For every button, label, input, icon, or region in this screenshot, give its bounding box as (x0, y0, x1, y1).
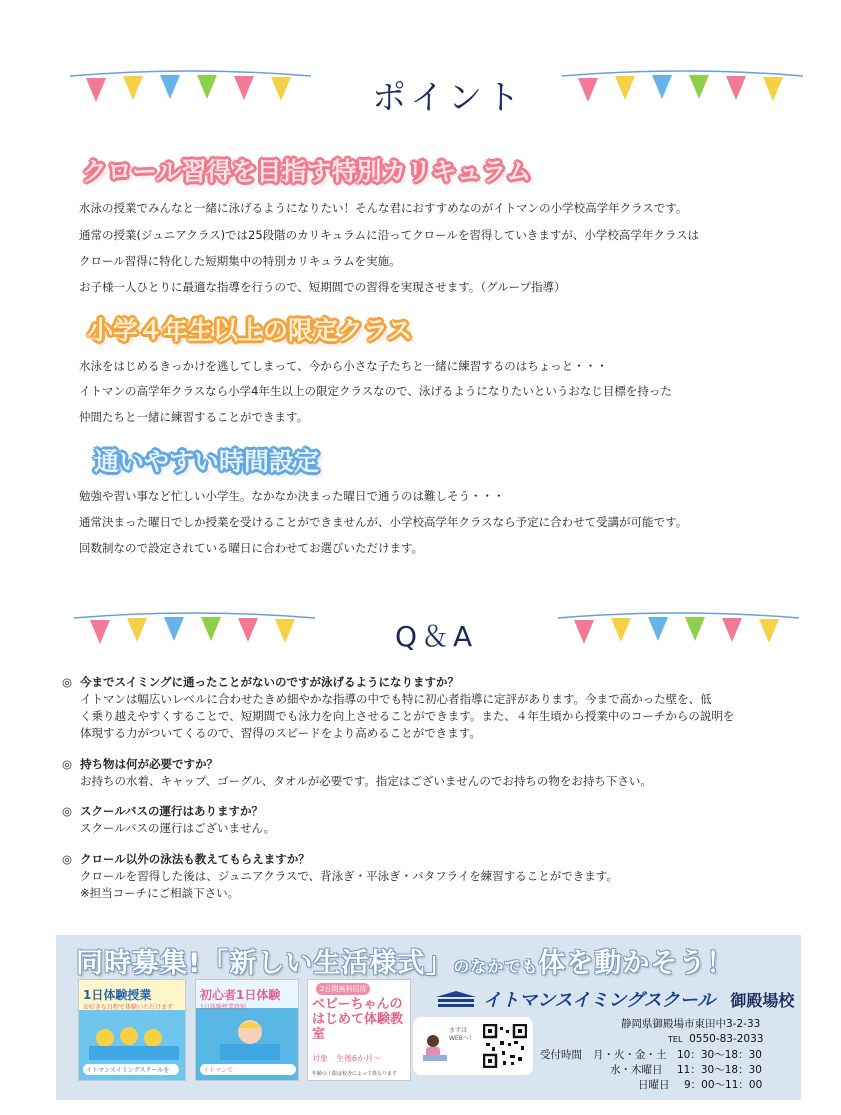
hours-days: 月・火・金・土 (593, 1049, 667, 1061)
swimmers-icon (89, 1020, 179, 1060)
feature-text-line: クロール習得に特化した短期集中の特別カリキュラムを実施。 (79, 254, 401, 268)
qa-item (62, 803, 275, 837)
qa-answer-line: クロールを習得した後は、ジュニアクラスで、背泳ぎ・平泳ぎ・バタフライを練習することができます。 (80, 869, 618, 883)
feature-text-line: 通常決まった曜日でしか授業を受けることができませんが、小学校高学年クラスなら予定に合わせて受講が可能です。 (79, 515, 688, 529)
qa-answer-line: お持ちの水着、キャップ、ゴーグル、タオルが必要です。指定はございませんのでお持ちの物をお持ち下さい。 (80, 774, 652, 788)
feature-title-schedule: 通いやすい時間設定 (94, 447, 320, 476)
points-heading: ポイント (372, 78, 524, 118)
qa-heading: Q＆A (395, 620, 477, 653)
bullet-mark: ◎ (62, 804, 73, 818)
person-at-laptop-icon (421, 1033, 449, 1063)
feature-text-line: 勉強や習い事など忙しい小学生。なかなか決まった曜日で通うのは難しそう・・・ (79, 489, 505, 503)
itoman-logo-icon (434, 989, 478, 1009)
bullet-mark: ◎ (62, 757, 73, 771)
child-swimmer-icon (220, 1016, 280, 1060)
bunting-right-qa (556, 612, 801, 657)
qa-question: ◎ クロール以外の泳法も教えてもらえますか？ (62, 852, 310, 866)
hours-time: 10：30～18：30 (677, 1049, 762, 1061)
qa-question: ◎ 持ち物は何が必要ですか？ (62, 757, 218, 771)
hours-days: 水・木曜日 (610, 1064, 663, 1076)
flyer-beginner-trial[interactable]: 初心者1日体験 1日体験授業特別 イトマンで (195, 979, 299, 1081)
hours-time: 11：30～18：30 (677, 1064, 762, 1076)
qa-item (62, 756, 652, 790)
hours-label: 受付時間 (540, 1049, 582, 1061)
flyer-trial-lesson[interactable]: 1日体験授業 お好きな日程で体験いただけます イトマンスイミングスクールを (78, 979, 186, 1081)
qa-answer-line: スクールバスの運行はございません。 (80, 821, 276, 835)
banner-headline: 同時募集!「新しい生活様式」のなかでも体を動かそう！ (76, 948, 735, 979)
hours-time: 9：00～11：00 (684, 1079, 763, 1091)
school-brand: イトマンスイミングスクール 御殿場校 (434, 986, 794, 1012)
qa-answer-line: ※担当コーチにご相談下さい。 (80, 886, 240, 900)
qa-item (62, 674, 734, 742)
feature-text-line: イトマンの高学年クラスなら小学4年生以上の限定クラスなので、泳げるようになりたいというおなじ目標を持った (79, 384, 672, 398)
feature-text-line: 水泳の授業でみんなと一緒に泳げるようになりたい！そんな君におすすめなのがイトマンの小学校高学年クラスです。 (79, 201, 688, 215)
qr-code-icon[interactable] (483, 1024, 527, 1068)
feature-text-line: 仲間たちと一緒に練習することができます。 (79, 410, 309, 424)
qa-question: ◎ 今までスイミングに通ったことがないのですが泳げるようになりますか？ (62, 675, 460, 689)
qa-question: ◎ スクールバスの運行はありますか？ (62, 804, 263, 818)
qa-answer-line: 体現する力がついてくるので、習得のスピードをより高めることができます。 (80, 726, 481, 740)
bullet-mark: ◎ (62, 675, 73, 689)
bullet-mark: ◎ (62, 852, 73, 866)
qa-answer-line: イトマンは幅広いレベルに合わせたきめ細やかな指導の中でも特に初心者指導に定評があります。今まで高かった壁を、低 (80, 692, 712, 706)
feature-text-line: 通常の授業(ジュニアクラス)では25段階のカリキュラムに沿ってクロールを習得していきますが、小学校高学年クラスは (79, 228, 699, 242)
feature-text-line: 回数制なので設定されている曜日に合わせてお選びいただけます。 (79, 541, 424, 555)
bunting-right-points (560, 70, 805, 115)
bunting-left-points (68, 70, 313, 115)
hours-days: 日曜日 (638, 1079, 670, 1091)
feature-title-curriculum: クロール習得を目指す特別カリキュラム (82, 157, 532, 186)
address: 静岡県御殿場市東田中3-2-33 (621, 1018, 761, 1030)
phone: TEL 0550-83-2033 (668, 1033, 764, 1045)
bunting-left-qa (72, 612, 317, 657)
feature-title-limited-class: 小学４年生以上の限定クラス (88, 316, 413, 345)
promo-banner (56, 935, 801, 1100)
web-qr-card[interactable]: まずは WEBへ！ (413, 1017, 533, 1075)
qa-answer-line: く乗り越えやすくすることで、短期間でも泳力を向上させることができます。また、４年生頃から授業中のコーチからの説明を (80, 709, 735, 723)
feature-text-line: お子様一人ひとりに最適な指導を行うので、短期間での習得を実現させます。（グループ指導） (79, 280, 566, 294)
qa-item (62, 851, 618, 902)
feature-text-line: 水泳をはじめるきっかけを逃してしまって、今から小さな子たちと一緒に練習するのはちょっと・・・ (79, 359, 608, 373)
flyer-baby-trial[interactable]: 2日間無料招待 ベビーちゃんのはじめて体験教室 対象 生後6か月～ 年齢の上限は校舎によって異なります (307, 979, 411, 1081)
